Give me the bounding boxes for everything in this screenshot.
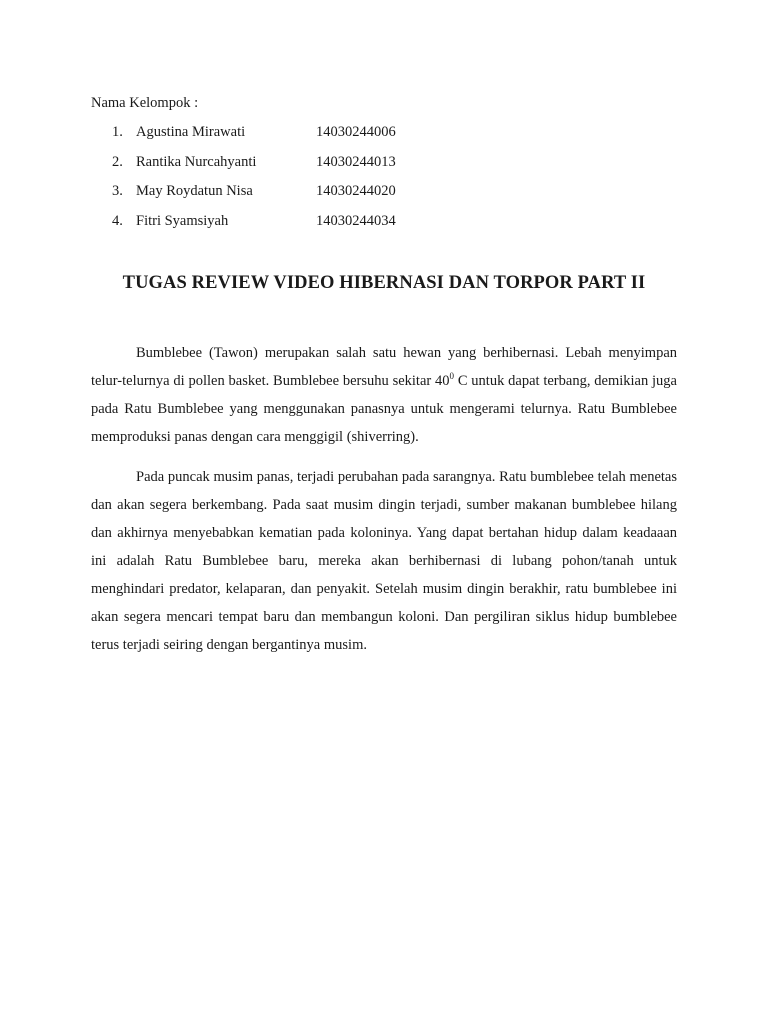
member-name: Fitri Syamsiyah	[136, 212, 229, 229]
group-label: Nama Kelompok :	[91, 95, 199, 111]
paragraph-2: Pada puncak musim panas, terjadi perubahan pada sarangnya. Ratu bumblebee telah menetas dan akan segera berkembang. Pada saat musim dingin terjadi, sumber makanan bumblebee hilang dan akhirnya menyebabkan kematian pada koloninya. Yang dapat bertahan hidup dalam keadaaan ini adalah Ratu Bumblebee baru, mereka akan berhibernasi di lubang pohon/tanah untuk menghindari predator, kelaparan, dan penyakit. Setelah musim dingin berakhir, ratu bumblebee ini akan segera mencari tempat baru dan membangun koloni. Dan pergiliran siklus hidup bumblebee terus terjadi seiring dengan bergantinya musim.	[91, 469, 677, 653]
member-name: Agustina Mirawati	[136, 124, 246, 140]
member-student-id: 14030244006	[316, 124, 396, 140]
member-row	[0, 211, 768, 241]
paragraph-1	[91, 339, 677, 451]
paragraph-1-text-end: C untuk dapat terbang, demikian juga pada Ratu Bumblebee yang menggunakan panasnya untuk mengerami telurnya. Ratu Bumblebee memproduksi panas dengan cara menggigil (shiverring).	[91, 373, 677, 445]
member-student-id: 14030244034	[316, 212, 396, 229]
member-student-id: 14030244013	[316, 153, 396, 170]
member-row	[0, 152, 768, 182]
document-title: TUGAS REVIEW VIDEO HIBERNASI DAN TORPOR PART II	[122, 273, 646, 293]
member-list	[0, 122, 768, 240]
member-name: Rantika Nurcahyanti	[136, 153, 257, 170]
member-row	[0, 122, 768, 152]
member-number: 3.	[112, 183, 123, 199]
member-number: 2.	[112, 153, 123, 170]
document-body	[91, 339, 677, 671]
member-name: May Roydatun Nisa	[136, 183, 253, 199]
member-student-id: 14030244020	[316, 183, 396, 199]
member-number: 1.	[112, 124, 123, 140]
paragraph-1-text-start: Bumblebee (Tawon) merupakan salah satu hewan yang berhibernasi. Lebah menyimpan telur-telurnya di pollen basket. Bumblebee bersuhu sekitar 40	[91, 345, 677, 389]
member-row	[0, 181, 768, 211]
temperature-superscript: 0	[449, 371, 455, 382]
member-number: 4.	[112, 212, 123, 229]
